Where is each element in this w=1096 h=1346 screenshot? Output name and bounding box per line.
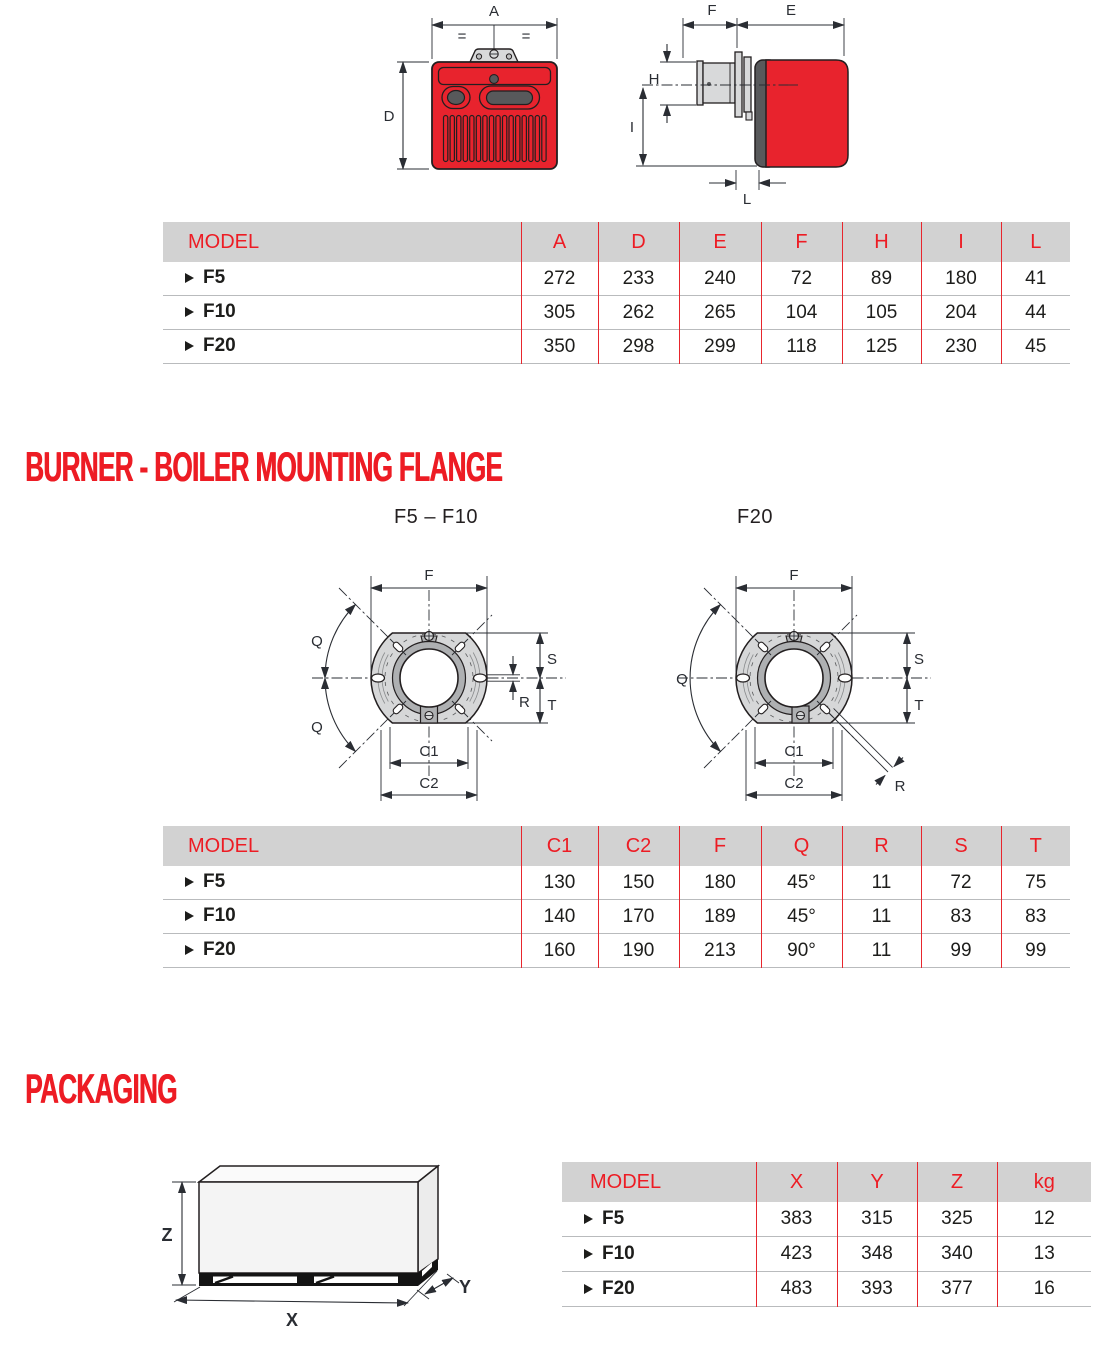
dim-label-h: H (648, 71, 660, 88)
dimensions-table-wrap (163, 222, 1070, 364)
packaging-box-drawing (120, 1150, 520, 1346)
top-bracket (470, 49, 518, 62)
dim-label-c1: C1 (419, 743, 439, 760)
table-cell: 99 (921, 934, 1001, 968)
table-cell: 383 (756, 1202, 837, 1237)
table-cell: 272 (521, 262, 598, 296)
dim-d (384, 62, 429, 169)
model-name: F10 (203, 301, 236, 323)
table-cell: 170 (598, 900, 679, 934)
table-cell: 299 (679, 330, 761, 364)
row-marker-icon (185, 273, 194, 283)
table-cell: 265 (679, 296, 761, 330)
table-row (562, 1272, 1091, 1307)
table-cell: 393 (837, 1272, 917, 1307)
model-name: F10 (203, 905, 236, 927)
table-cell: 16 (997, 1272, 1091, 1307)
table-cell: 89 (842, 262, 921, 296)
table-cell: 190 (598, 934, 679, 968)
row-marker-icon (584, 1249, 593, 1259)
table-cell: 350 (521, 330, 598, 364)
table-cell: 240 (679, 262, 761, 296)
table-cell: 13 (997, 1237, 1091, 1272)
table-cell: 140 (521, 900, 598, 934)
packaging-table (562, 1162, 1091, 1307)
dim-c1-c2 (746, 727, 842, 801)
column-header: X (756, 1162, 837, 1202)
table-cell: 130 (521, 866, 598, 900)
table-cell: 125 (842, 330, 921, 364)
table-cell: 83 (921, 900, 1001, 934)
table-cell: 45 (1001, 330, 1070, 364)
table-cell: 305 (521, 296, 598, 330)
row-marker-icon (185, 945, 194, 955)
model-name: F20 (203, 939, 236, 961)
dim-label-s: S (913, 651, 925, 668)
table-row (163, 262, 1070, 296)
table-cell: 160 (521, 934, 598, 968)
dim-label-q: Q (311, 633, 323, 650)
dim-label-c1: C1 (784, 743, 804, 760)
table-row (562, 1237, 1091, 1272)
column-header: C1 (521, 826, 598, 866)
dim-label-x: X (285, 1310, 299, 1330)
table-cell: 204 (921, 296, 1001, 330)
column-header: H (842, 222, 921, 262)
table-cell: 340 (917, 1237, 997, 1272)
dim-label-l: L (742, 191, 752, 208)
dim-r (829, 708, 906, 795)
table-cell: 118 (761, 330, 842, 364)
model-name: F10 (602, 1242, 635, 1264)
column-header: I (921, 222, 1001, 262)
dim-z (162, 1182, 197, 1285)
header-row (163, 222, 1070, 262)
table-cell: 423 (756, 1237, 837, 1272)
burner-cover (432, 62, 557, 169)
dim-c1-c2 (381, 727, 477, 801)
flange-diagram-f20 (640, 560, 940, 820)
dim-label-f: F (707, 2, 717, 19)
table-row (163, 866, 1070, 900)
dim-label-q: Q (676, 671, 688, 688)
dim-label-d: D (383, 108, 395, 125)
column-header: MODEL (562, 1162, 756, 1202)
table-row (562, 1202, 1091, 1237)
dim-h (649, 44, 696, 123)
column-header: S (921, 826, 1001, 866)
equal-mark-right: = (521, 28, 531, 45)
table-cell: 45° (761, 900, 842, 934)
table-cell: 233 (598, 262, 679, 296)
table-cell: 72 (921, 866, 1001, 900)
dim-label-z: Z (161, 1225, 173, 1245)
dim-label-t: T (914, 697, 924, 714)
table-cell: 180 (921, 262, 1001, 296)
table-cell: 72 (761, 262, 842, 296)
table-cell: 105 (842, 296, 921, 330)
burner-side-view-drawing (620, 0, 900, 210)
table-cell: 180 (679, 866, 761, 900)
flange-table (163, 826, 1070, 968)
equal-mark-left: = (457, 28, 467, 45)
column-header: C2 (598, 826, 679, 866)
dim-label-q: Q (311, 719, 323, 736)
section-heading-flange: BURNER - BOILER MOUNTING FLANGE (25, 443, 502, 490)
dim-label-e: E (785, 2, 797, 19)
column-header: F (679, 826, 761, 866)
table-cell: 483 (756, 1272, 837, 1307)
burner-body-side (755, 60, 848, 167)
row-marker-icon (185, 341, 194, 351)
model-name: F20 (203, 335, 236, 357)
column-header: T (1001, 826, 1070, 866)
table-cell: 325 (917, 1202, 997, 1237)
dim-label-t: T (547, 697, 557, 714)
table-cell: 44 (1001, 296, 1070, 330)
header-row (562, 1162, 1091, 1202)
model-name: F5 (203, 871, 226, 893)
flange-body (371, 632, 487, 724)
table-cell: 11 (842, 900, 921, 934)
dim-label-r: R (894, 778, 906, 795)
dimensions-table (163, 222, 1070, 364)
dim-r (487, 656, 530, 711)
row-marker-icon (185, 911, 194, 921)
table-row (163, 900, 1070, 934)
flange-right-title: F20 (737, 506, 773, 528)
table-cell: 213 (679, 934, 761, 968)
column-header: Z (917, 1162, 997, 1202)
model-name: F5 (602, 1207, 625, 1229)
flange-diagram-f5-f10 (280, 560, 580, 820)
table-cell: 41 (1001, 262, 1070, 296)
dim-f-e (683, 2, 844, 58)
table-cell: 189 (679, 900, 761, 934)
table-row (163, 330, 1070, 364)
column-header: R (842, 826, 921, 866)
model-name: F5 (203, 267, 226, 289)
row-marker-icon (584, 1284, 593, 1294)
column-header: kg (997, 1162, 1091, 1202)
column-header: MODEL (163, 826, 521, 866)
table-cell: 298 (598, 330, 679, 364)
column-header: A (521, 222, 598, 262)
flange-left-title: F5 – F10 (393, 506, 479, 528)
table-cell: 262 (598, 296, 679, 330)
flange-table-wrap (163, 826, 1070, 968)
column-header: Y (837, 1162, 917, 1202)
section-heading-packaging: PACKAGING (25, 1065, 177, 1112)
packaging-table-wrap (562, 1162, 1091, 1307)
table-cell: 75 (1001, 866, 1070, 900)
dim-l (709, 170, 786, 208)
column-header: F (761, 222, 842, 262)
table-cell: 11 (842, 934, 921, 968)
header-row (163, 826, 1070, 866)
table-row (163, 296, 1070, 330)
dim-label-f: F (789, 567, 799, 584)
dim-label-a: A (488, 3, 500, 20)
table-cell: 45° (761, 866, 842, 900)
column-header: D (598, 222, 679, 262)
dim-label-i: I (629, 119, 635, 136)
table-cell: 11 (842, 866, 921, 900)
column-header: Q (761, 826, 842, 866)
dim-label-y: Y (458, 1277, 472, 1297)
table-cell: 150 (598, 866, 679, 900)
row-marker-icon (584, 1214, 593, 1224)
table-cell: 83 (1001, 900, 1070, 934)
burner-front-view-drawing (380, 0, 620, 210)
table-cell: 315 (837, 1202, 917, 1237)
dim-label-c2: C2 (784, 775, 804, 792)
table-cell: 90° (761, 934, 842, 968)
table-cell: 377 (917, 1272, 997, 1307)
table-cell: 230 (921, 330, 1001, 364)
row-marker-icon (185, 307, 194, 317)
table-cell: 99 (1001, 934, 1070, 968)
dim-label-c2: C2 (419, 775, 439, 792)
row-marker-icon (185, 877, 194, 887)
column-header: MODEL (163, 222, 521, 262)
table-cell: 348 (837, 1237, 917, 1272)
dim-label-f: F (424, 567, 434, 584)
table-cell: 12 (997, 1202, 1091, 1237)
blast-tube (697, 52, 752, 120)
column-header: E (679, 222, 761, 262)
dim-label-s: S (546, 651, 558, 668)
table-cell: 104 (761, 296, 842, 330)
dim-label-r: R (519, 694, 530, 711)
table-row (163, 934, 1070, 968)
carton-box (199, 1166, 438, 1273)
model-name: F20 (602, 1277, 635, 1299)
column-header: L (1001, 222, 1070, 262)
